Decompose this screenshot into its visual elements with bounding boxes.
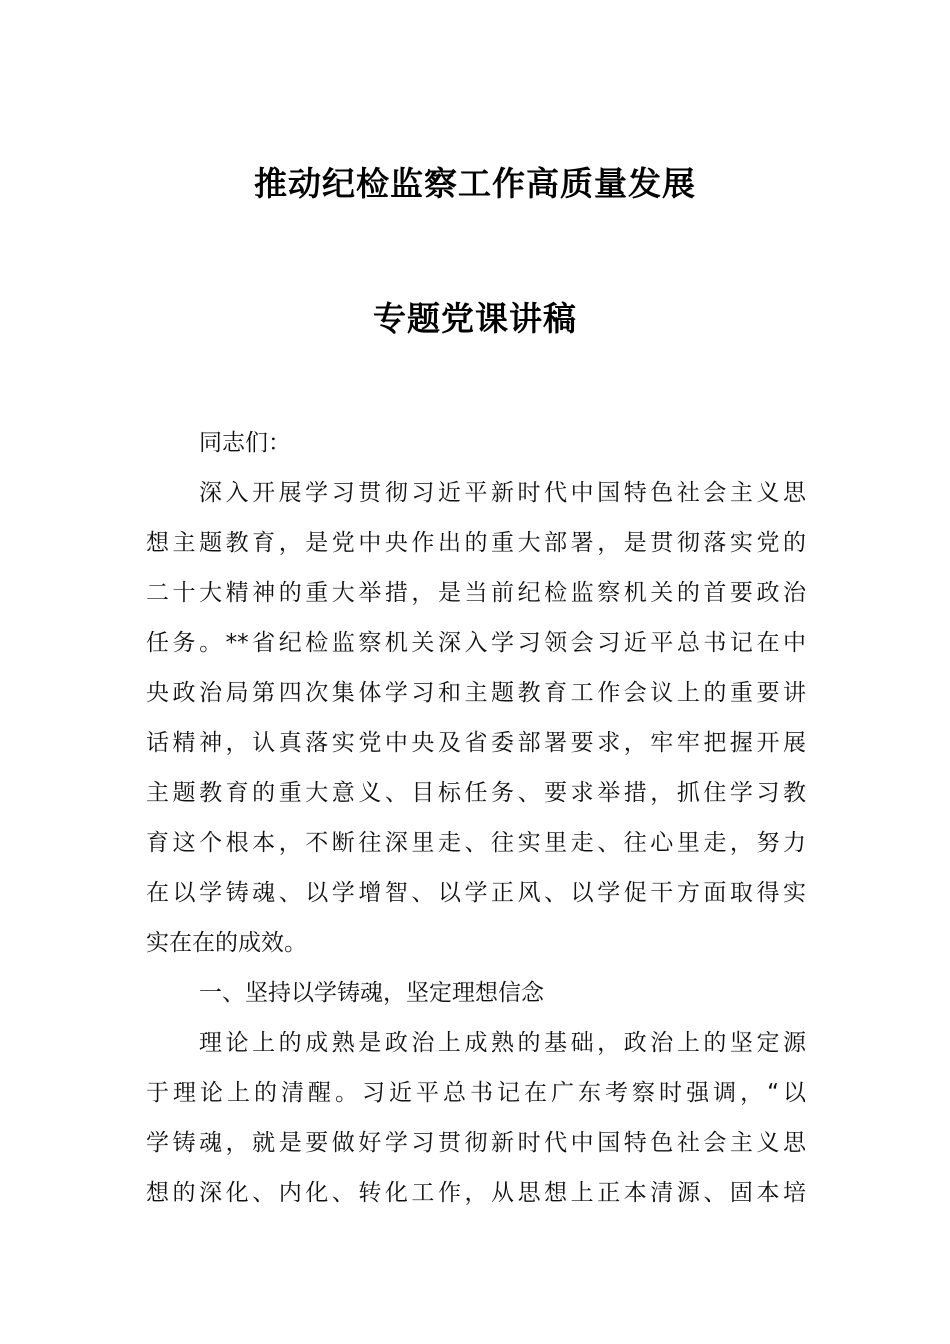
body-line: 话精神，认真落实党中央及省委部署要求，牢牢把握开展 bbox=[146, 730, 806, 756]
body-line: 于理论上的清醒。习近平总书记在广东考察时强调，“以 bbox=[146, 1080, 806, 1106]
body-line: 学铸魂，就是要做好学习贯彻新时代中国特色社会主义思 bbox=[146, 1130, 806, 1156]
body-line: 想的深化、内化、转化工作，从思想上正本清源、固本培 bbox=[146, 1180, 806, 1206]
body-line: 育这个根本，不断往深里走、往实里走、往心里走，努力 bbox=[146, 830, 806, 856]
section-heading: 一、坚持以学铸魂，坚定理想信念 bbox=[199, 980, 544, 1006]
body-line: 二十大精神的重大举措，是当前纪检监察机关的首要政治 bbox=[146, 580, 806, 606]
document-title: 推动纪检监察工作高质量发展 bbox=[254, 164, 696, 203]
body-line: 理论上的成熟是政治上成熟的基础，政治上的坚定源 bbox=[199, 1030, 806, 1056]
body-line: 在以学铸魂、以学增智、以学正风、以学促干方面取得实 bbox=[146, 880, 806, 906]
body-line: 央政治局第四次集体学习和主题教育工作会议上的重要讲 bbox=[146, 680, 806, 706]
body-line: 想主题教育，是党中央作出的重大部署，是贯彻落实党的 bbox=[146, 530, 806, 556]
body-line: 主题教育的重大意义、目标任务、要求举措，抓住学习教 bbox=[146, 780, 806, 806]
body-line: 实在在的成效。 bbox=[146, 930, 307, 956]
body-line: 深入开展学习贯彻习近平新时代中国特色社会主义思 bbox=[199, 480, 806, 506]
body-line: 任务。**省纪检监察机关深入学习领会习近平总书记在中 bbox=[146, 630, 806, 656]
document-subtitle: 专题党课讲稿 bbox=[373, 299, 577, 338]
salutation: 同志们： bbox=[199, 430, 291, 456]
